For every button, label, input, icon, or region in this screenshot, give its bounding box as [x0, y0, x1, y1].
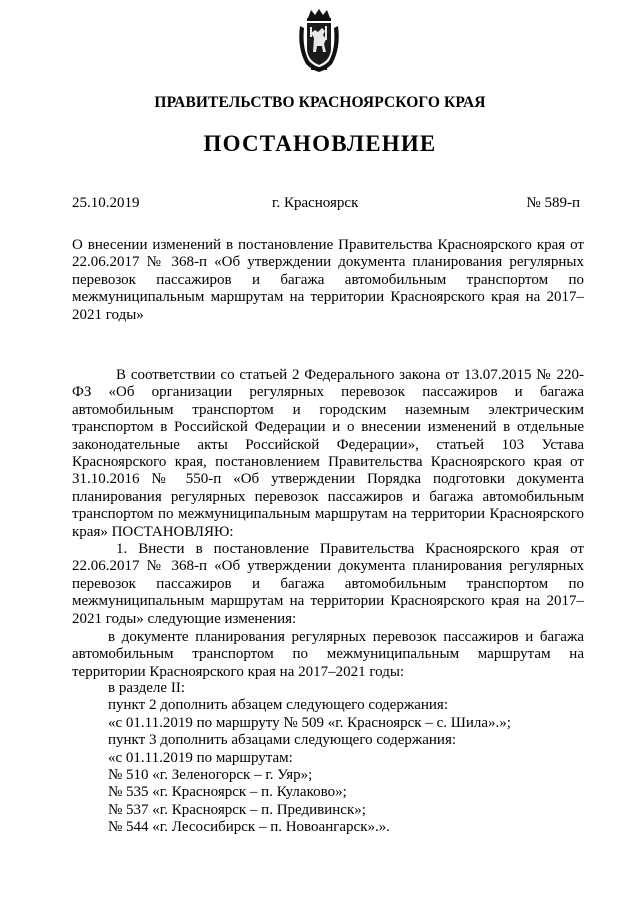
coat-of-arms-icon — [296, 8, 342, 74]
item-1-document-paragraph: в документе планирования регулярных перевозок пассажиров и багажа автомобильным транспортом по межмуниципальным маршрутам на территории Красноярского края на 2017–2021 годы: — [72, 629, 584, 680]
amendment-lines — [108, 680, 511, 837]
amendment-line: № 535 «г. Красноярск – п. Кулаково»; — [108, 784, 347, 801]
document-number: № 589-п — [526, 195, 580, 211]
government-title: ПРАВИТЕЛЬСТВО КРАСНОЯРСКОГО КРАЯ — [154, 94, 486, 111]
document-date: 25.10.2019 — [72, 195, 140, 211]
amendment-line: в разделе II: — [108, 680, 185, 696]
amendment-line: № 544 «г. Лесосибирск – п. Новоангарск».». — [108, 819, 390, 836]
amendment-line: «с 01.11.2019 по маршруту № 509 «г. Красноярск – с. Шила».»; — [108, 714, 511, 731]
amendment-line: «с 01.11.2019 по маршрутам: — [108, 749, 293, 766]
amendment-line: № 510 «г. Зеленогорск – г. Уяр»; — [108, 767, 313, 784]
document-type-title: ПОСТАНОВЛЕНИЕ — [203, 131, 437, 156]
amendment-line: № 537 «г. Красноярск – п. Предивинск»; — [108, 801, 366, 818]
amendment-line: пункт 2 дополнить абзацем следующего содержания: — [108, 697, 448, 714]
document-city: г. Красноярск — [272, 195, 359, 211]
preamble-paragraph: В соответствии со статьей 2 Федерального закона от 13.07.2015 № 220-ФЗ «Об организации регулярных перевозок пассажиров и багажа автомобильным транспортом и городским наземным электрическим транспортом в Российской Федерации и о внесении изменений в отдельные законодательные акты Российской Федерации», статьей 103 Устава Красноярского края, постановлением Правительства Красноярского края от 31.10.2016 № 550-п «Об утверждении Порядка подготовки документа планирования регулярных перевозок пассажиров и багажа автомобильным транспортом по межмуниципальным маршрутам на территории Красноярского края» ПОСТАНОВЛЯЮ: — [72, 367, 584, 540]
amendment-line: пункт 3 дополнить абзацами следующего содержания: — [108, 732, 457, 749]
item-1-paragraph: 1. Внести в постановление Правительства Красноярского края от 22.06.2017 № 368-п «Об утверждении документа планирования регулярных перевозок пассажиров и багажа автомобильным транспортом по межмуниципальным маршрутам на территории Красноярского края на 2017–2021 годы» следующие изменения: — [72, 541, 584, 627]
document-subject: О внесении изменений в постановление Правительства Красноярского края от 22.06.2017 № 368-п «Об утверждении документа планирования регулярных перевозок пассажиров и багажа автомобильным транспортом по межмуниципальным маршрутам на территории Красноярского края на 2017–2021 годы» — [72, 237, 584, 323]
